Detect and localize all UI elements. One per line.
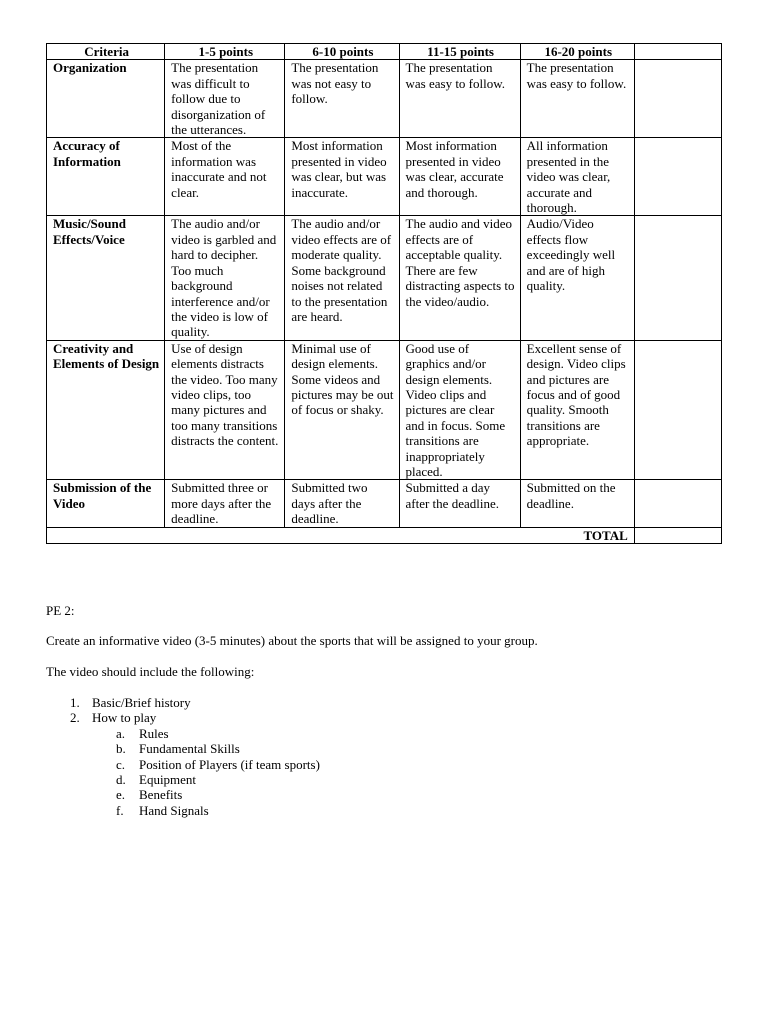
cell: The audio and video effects are of acceptable quality. There are few distracting aspects to the video/audio. bbox=[399, 216, 520, 340]
criteria-accuracy: Accuracy of Information bbox=[47, 138, 165, 216]
cell: Submitted three or more days after the deadline. bbox=[165, 480, 285, 527]
score-cell bbox=[634, 60, 721, 138]
table-row bbox=[47, 216, 722, 340]
cell: Minimal use of design elements. Some videos and pictures may be out of focus or shaky. bbox=[285, 340, 399, 480]
cell: The audio and/or video effects are of moderate quality. Some background noises not related to the presentation are heard. bbox=[285, 216, 399, 340]
cell: The audio and/or video is garbled and hard to decipher. Too much background interference and/or the video is low of quality. bbox=[165, 216, 285, 340]
score-cell bbox=[634, 216, 721, 340]
cell: Submitted two days after the deadline. bbox=[285, 480, 399, 527]
header-score bbox=[634, 44, 721, 60]
sub-list-text: Rules bbox=[139, 725, 169, 741]
cell: The presentation was difficult to follow due to disorganization of the utterances. bbox=[165, 60, 285, 138]
header-criteria: Criteria bbox=[47, 44, 165, 60]
cell: Use of design elements distracts the video. Too many video clips, too many pictures and too many transitions distracts the content. bbox=[165, 340, 285, 480]
sub-list-text: Hand Signals bbox=[139, 802, 209, 818]
list-number: 2. bbox=[70, 710, 80, 726]
cell: The presentation was easy to follow. bbox=[399, 60, 520, 138]
cell: Most of the information was inaccurate and not clear. bbox=[165, 138, 285, 216]
cell: Submitted a day after the deadline. bbox=[399, 480, 520, 527]
criteria-organization: Organization bbox=[47, 60, 165, 138]
table-row bbox=[47, 60, 722, 138]
pe2-title: PE 2: bbox=[46, 603, 75, 618]
cell: Excellent sense of design. Video clips and pictures are focus and of good quality. Smooth transitions are appropriate. bbox=[520, 340, 634, 480]
sub-list-text: Fundamental Skills bbox=[139, 741, 240, 757]
pe2-include-label: The video should include the following: bbox=[46, 664, 255, 679]
sub-list-letter: d. bbox=[116, 771, 126, 787]
header-11-15-points: 11-15 points bbox=[399, 44, 520, 60]
cell: Most information presented in video was clear, accurate and thorough. bbox=[399, 138, 520, 216]
sub-list-letter: c. bbox=[116, 756, 126, 772]
total-label: TOTAL bbox=[47, 527, 635, 543]
total-row bbox=[47, 527, 722, 543]
criteria-submission: Submission of the Video bbox=[47, 480, 165, 527]
list-text: How to play bbox=[92, 710, 157, 726]
sub-list-text: Benefits bbox=[139, 787, 183, 803]
total-score-cell bbox=[634, 527, 721, 543]
score-cell bbox=[634, 340, 721, 480]
cell: Audio/Video effects flow exceedingly well and are of high quality. bbox=[520, 216, 634, 340]
score-cell bbox=[634, 138, 721, 216]
cell: All information presented in the video was clear, accurate and thorough. bbox=[520, 138, 634, 216]
header-16-20-points: 16-20 points bbox=[520, 44, 634, 60]
sub-list-letter: e. bbox=[116, 787, 126, 803]
cell: The presentation was easy to follow. bbox=[520, 60, 634, 138]
cell: Good use of graphics and/or design elements. Video clips and pictures are clear and in focus. Some transitions are inappropriately placed. bbox=[399, 340, 520, 480]
table-row bbox=[47, 138, 722, 216]
cell: The presentation was not easy to follow. bbox=[285, 60, 399, 138]
sub-list-text: Position of Players (if team sports) bbox=[139, 756, 320, 772]
cell: Most information presented in video was clear, but was inaccurate. bbox=[285, 138, 399, 216]
criteria-music-sound: Music/Sound Effects/Voice bbox=[47, 216, 165, 340]
list-text: Basic/Brief history bbox=[92, 695, 191, 710]
sub-list-letter: b. bbox=[116, 741, 126, 757]
sub-list-text: Equipment bbox=[139, 771, 197, 787]
table-row bbox=[47, 480, 722, 527]
rubric-header-row bbox=[47, 44, 722, 60]
header-1-5-points: 1-5 points bbox=[165, 44, 285, 60]
score-cell bbox=[634, 480, 721, 527]
cell: Submitted on the deadline. bbox=[520, 480, 634, 527]
table-row bbox=[47, 340, 722, 480]
sub-list-letter: a. bbox=[116, 725, 126, 741]
header-6-10-points: 6-10 points bbox=[285, 44, 399, 60]
list-number: 1. bbox=[70, 695, 80, 710]
sub-list-letter: f. bbox=[116, 802, 124, 818]
criteria-creativity: Creativity and Elements of Design bbox=[47, 340, 165, 480]
rubric-table bbox=[46, 43, 722, 544]
pe2-instruction: Create an informative video (3-5 minutes) about the sports that will be assigned to your group. bbox=[46, 633, 538, 648]
